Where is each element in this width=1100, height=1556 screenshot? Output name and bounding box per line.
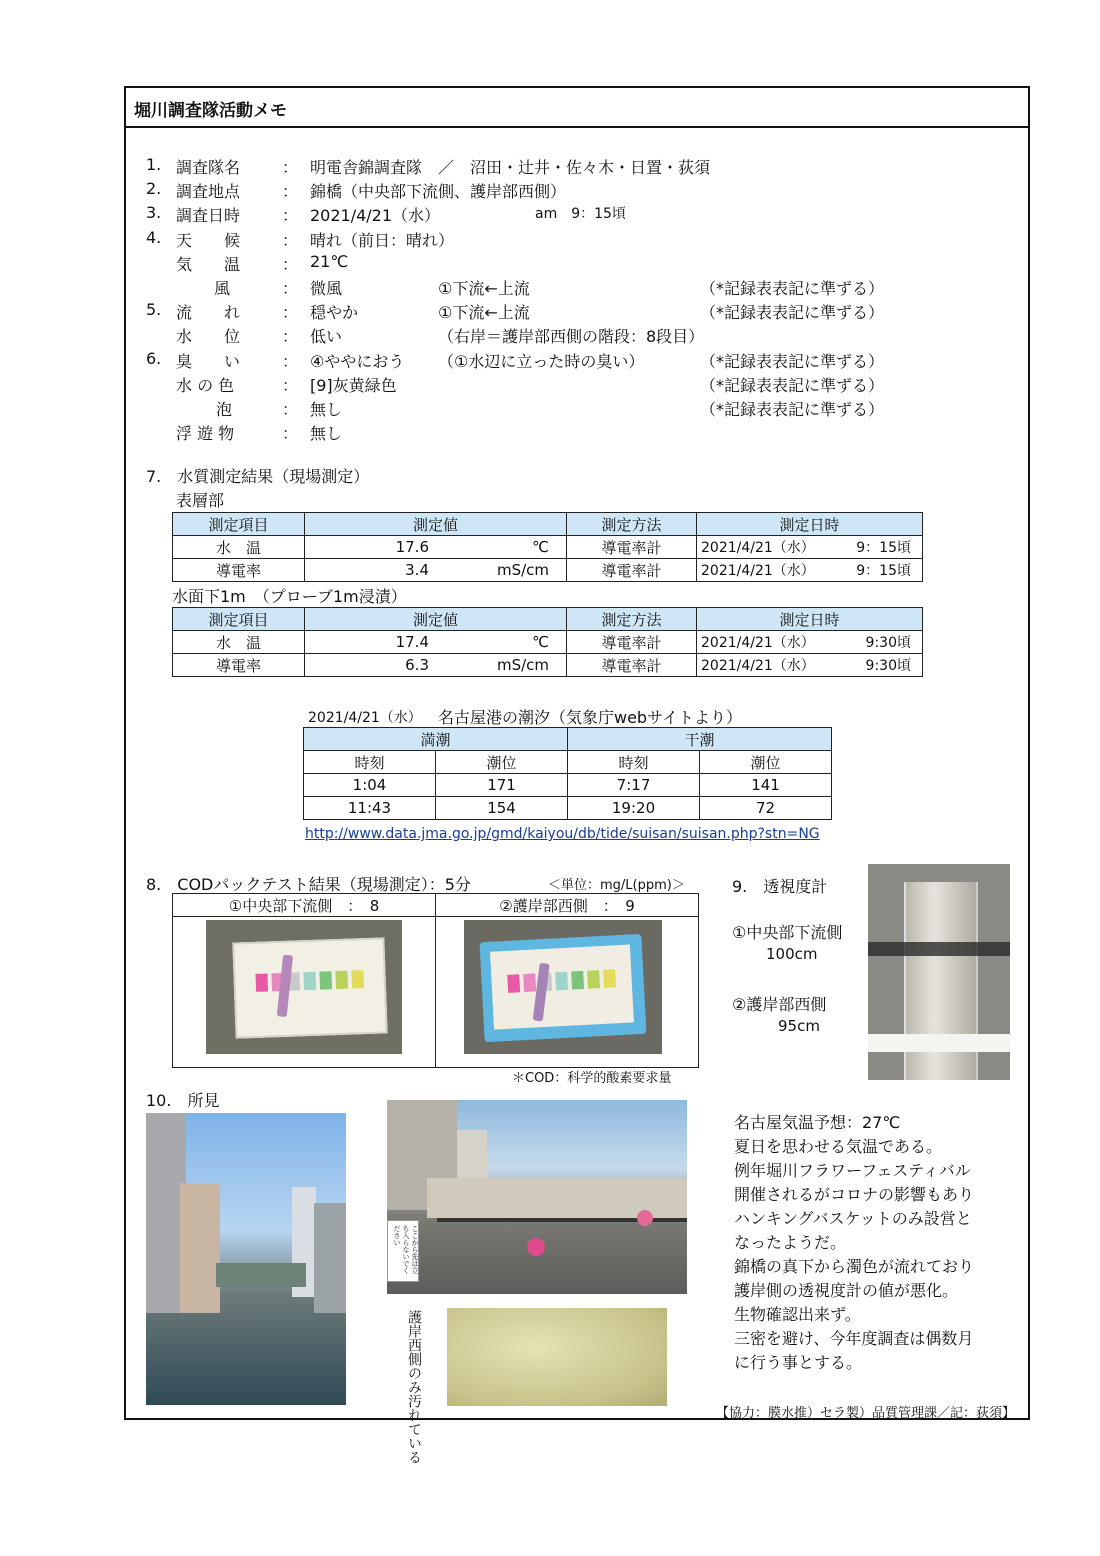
findings-line: ハンキングバスケットのみ設営と bbox=[734, 1209, 972, 1228]
table-header-row bbox=[173, 513, 923, 536]
findings-line: 三密を避け、今年度調査は偶数月 bbox=[734, 1329, 974, 1348]
pack-test-card bbox=[490, 944, 634, 1029]
color-swatch bbox=[319, 971, 332, 989]
info-detail: ①下流←上流 bbox=[438, 303, 530, 322]
cod-photo-left bbox=[206, 920, 402, 1054]
findings-line: 護岸側の透視度計の値が悪化。 bbox=[734, 1281, 959, 1300]
header-cell: 測定値 bbox=[305, 513, 567, 536]
measured-unit: mS/cm bbox=[496, 561, 549, 579]
info-value: 2021/4/21（水） bbox=[310, 206, 441, 225]
measured-unit: mS/cm bbox=[496, 656, 549, 674]
info-detail: ①下流←上流 bbox=[438, 279, 530, 298]
info-note: （*記録表表記に準ずる） bbox=[700, 279, 885, 298]
tide-cell: 171 bbox=[436, 774, 568, 797]
depth-label: 水面下1m （プローブ1m浸漬） bbox=[172, 587, 407, 606]
value-cell bbox=[305, 631, 567, 654]
info-note: （*記録表表記に準ずる） bbox=[700, 376, 885, 395]
tide-table bbox=[303, 727, 832, 820]
info-value: 無し bbox=[310, 400, 343, 419]
info-detail: （①水辺に立った時の臭い） bbox=[438, 352, 645, 371]
cod-footnote: ＊COD：科学的酸素要求量 bbox=[512, 1071, 672, 1086]
measured-time: 9：15頃 bbox=[856, 563, 911, 579]
header-cell: 測定方法 bbox=[567, 608, 697, 631]
cod-right-label: ②護岸部西側 ： 9 bbox=[436, 894, 699, 917]
info-value: ④ややにおう bbox=[310, 352, 405, 371]
tide-caption: 名古屋港の潮汐（気象庁webサイトより） bbox=[438, 708, 742, 727]
bridge-photo bbox=[387, 1100, 687, 1294]
measured-time: 9:30頃 bbox=[865, 658, 911, 674]
measured-date: 2021/4/21（水） bbox=[701, 635, 815, 651]
info-label: 水 の 色 bbox=[176, 376, 235, 395]
info-number: 5. bbox=[146, 300, 162, 319]
info-colon: ： bbox=[282, 182, 299, 201]
measured-date: 2021/4/21（水） bbox=[701, 540, 815, 556]
info-colon: ： bbox=[282, 158, 299, 177]
method-cell: 導電率計 bbox=[567, 631, 697, 654]
datetime-cell bbox=[697, 654, 923, 677]
datetime-cell bbox=[697, 559, 923, 582]
findings-heading: 10. 所見 bbox=[146, 1091, 220, 1110]
tide-row bbox=[304, 774, 832, 797]
header-cell: 測定方法 bbox=[567, 513, 697, 536]
measured-value: 17.4 bbox=[395, 633, 429, 651]
info-detail: （右岸＝護岸部西側の階段：8段目） bbox=[438, 327, 705, 346]
info-colon: ： bbox=[282, 206, 299, 225]
low-tide-header: 干潮 bbox=[568, 728, 832, 751]
info-note: （*記録表表記に準ずる） bbox=[700, 400, 885, 419]
findings-line: 夏日を思わせる気温である。 bbox=[734, 1137, 943, 1156]
sub-header-cell: 潮位 bbox=[700, 751, 832, 774]
info-value: [9]灰黄緑色 bbox=[310, 376, 397, 395]
tide-cell: 154 bbox=[436, 797, 568, 820]
color-swatch-row bbox=[255, 970, 366, 992]
info-colon: ： bbox=[282, 376, 299, 395]
datetime-cell bbox=[697, 536, 923, 559]
transparency-p1-value: 100cm bbox=[766, 945, 818, 963]
table-row bbox=[173, 631, 923, 654]
measured-unit: ℃ bbox=[532, 538, 549, 556]
distant-bridge bbox=[216, 1263, 306, 1287]
tide-caption-date: 2021/4/21（水） bbox=[308, 710, 422, 726]
info-value: 微風 bbox=[310, 279, 343, 298]
tide-row bbox=[304, 797, 832, 820]
measured-value: 6.3 bbox=[405, 656, 429, 674]
transparency-meter-photo bbox=[868, 864, 1010, 1080]
transparency-p2-value: 95cm bbox=[778, 1017, 820, 1035]
tide-cell: 7:17 bbox=[568, 774, 700, 797]
info-value: 無し bbox=[310, 424, 343, 443]
findings-line: なったようだ。 bbox=[734, 1233, 847, 1252]
info-colon: ： bbox=[282, 279, 299, 298]
info-number: 1. bbox=[146, 155, 162, 174]
transparency-heading: 9. 透視度計 bbox=[732, 877, 828, 896]
info-number: 2. bbox=[146, 179, 162, 198]
info-colon: ： bbox=[282, 231, 299, 250]
measured-time: 9：15頃 bbox=[856, 540, 911, 556]
info-label: 調査日時 bbox=[176, 206, 241, 225]
tide-source-link[interactable]: http://www.data.jma.go.jp/gmd/kaiyou/db/tide/suisan/suisan.php?stn=NG bbox=[305, 826, 820, 842]
item-cell: 導電率 bbox=[173, 559, 305, 582]
info-value: 穏やか bbox=[310, 303, 359, 322]
table-row bbox=[173, 559, 923, 582]
findings-line: 例年堀川フラワーフェスティバル bbox=[734, 1161, 971, 1180]
measured-unit: ℃ bbox=[532, 633, 549, 651]
tide-cell: 19:20 bbox=[568, 797, 700, 820]
transparency-p1-label: ①中央部下流側 bbox=[732, 923, 843, 942]
info-detail: am 9：15頃 bbox=[535, 206, 626, 222]
datetime-cell bbox=[697, 631, 923, 654]
sub-header-cell: 時刻 bbox=[304, 751, 436, 774]
info-number: 6. bbox=[146, 349, 162, 368]
transparency-p2-label: ②護岸部西側 bbox=[732, 995, 827, 1014]
color-swatch bbox=[587, 970, 600, 989]
sub-header-cell: 時刻 bbox=[568, 751, 700, 774]
memo-title: 堀川調査隊活動メモ bbox=[134, 101, 287, 121]
credit-line: 【協力：膜水推）セラ製）品質管理課／記：荻須】 bbox=[716, 1406, 1016, 1421]
measured-time: 9:30頃 bbox=[865, 635, 911, 651]
cod-unit-note: ＜単位：mg/L(ppm)＞ bbox=[548, 878, 685, 893]
table-row bbox=[173, 654, 923, 677]
color-swatch bbox=[303, 972, 316, 990]
measured-date: 2021/4/21（水） bbox=[701, 563, 815, 579]
meter-band bbox=[868, 1034, 1010, 1052]
info-number: 4. bbox=[146, 228, 162, 247]
flower-basket bbox=[637, 1210, 653, 1226]
cod-photo-right bbox=[464, 920, 662, 1054]
info-label: 気 温 bbox=[176, 255, 241, 274]
cod-left-label: ①中央部下流側 ： 8 bbox=[173, 894, 436, 917]
header-cell: 測定日時 bbox=[697, 513, 923, 536]
pack-test-tray bbox=[479, 934, 646, 1042]
method-cell: 導電率計 bbox=[567, 536, 697, 559]
test-tube bbox=[533, 963, 550, 1022]
high-tide-header: 満潮 bbox=[304, 728, 568, 751]
info-colon: ： bbox=[282, 424, 299, 443]
info-label: 天 候 bbox=[176, 231, 241, 250]
tide-cell: 1:04 bbox=[304, 774, 436, 797]
info-value: 明電舎錦調査隊 ／ 沼田・辻井・佐々木・日置・荻須 bbox=[310, 158, 711, 177]
surface-label: 表層部 bbox=[176, 491, 225, 510]
info-note: （*記録表表記に準ずる） bbox=[700, 352, 885, 371]
cod-heading: 8. CODパックテスト結果（現場測定）：5分 bbox=[146, 875, 471, 894]
color-swatch bbox=[351, 970, 364, 988]
item-cell: 導電率 bbox=[173, 654, 305, 677]
table-header-row bbox=[173, 608, 923, 631]
color-swatch bbox=[335, 971, 348, 989]
info-value: 21℃ bbox=[310, 252, 349, 271]
notice-sign-text: ここから先は立ち入らないでください bbox=[393, 1225, 419, 1274]
info-value: 錦橋（中央部下流側、護岸部西側） bbox=[310, 182, 567, 201]
info-colon: ： bbox=[282, 400, 299, 419]
notice-sign bbox=[387, 1220, 419, 1282]
color-swatch bbox=[255, 973, 268, 991]
tide-cell: 11:43 bbox=[304, 797, 436, 820]
findings-line: 生物確認出来ず。 bbox=[734, 1305, 861, 1324]
tide-cell: 72 bbox=[700, 797, 832, 820]
polluted-water-photo bbox=[447, 1308, 667, 1406]
info-label: 水 位 bbox=[176, 327, 241, 346]
title-bar bbox=[126, 88, 1028, 128]
measured-value: 3.4 bbox=[405, 561, 429, 579]
info-label: 流 れ bbox=[176, 303, 241, 322]
method-cell: 導電率計 bbox=[567, 654, 697, 677]
header-cell: 測定日時 bbox=[697, 608, 923, 631]
findings-line: 錦橋の真下から濁色が流れており bbox=[734, 1257, 975, 1276]
header-cell: 測定項目 bbox=[173, 608, 305, 631]
right-building bbox=[314, 1203, 346, 1313]
info-colon: ： bbox=[282, 255, 299, 274]
info-label: 調査隊名 bbox=[176, 158, 241, 177]
value-cell bbox=[305, 536, 567, 559]
measured-value: 17.6 bbox=[395, 538, 429, 556]
method-cell: 導電率計 bbox=[567, 559, 697, 582]
water-quality-heading: 7. 水質測定結果（現場測定） bbox=[146, 467, 370, 486]
depth-measurement-table bbox=[172, 607, 923, 677]
vertical-caption: 護岸西側のみ汚れている bbox=[406, 1310, 422, 1464]
findings-line: に行う事とする。 bbox=[734, 1353, 863, 1372]
info-number: 3. bbox=[146, 203, 162, 222]
value-cell bbox=[305, 559, 567, 582]
info-value: 晴れ（前日：晴れ） bbox=[310, 231, 455, 250]
findings-line: 開催されるがコロナの影響もあり bbox=[734, 1185, 975, 1204]
measured-date: 2021/4/21（水） bbox=[701, 658, 815, 674]
color-swatch bbox=[507, 974, 520, 993]
flower-basket bbox=[527, 1238, 545, 1256]
color-swatch-row bbox=[507, 969, 618, 993]
color-swatch bbox=[555, 972, 568, 991]
surface-measurement-table bbox=[172, 512, 923, 582]
color-swatch bbox=[603, 969, 616, 988]
header-cell: 測定値 bbox=[305, 608, 567, 631]
findings-line: 名古屋気温予想：27℃ bbox=[734, 1113, 901, 1132]
tide-cell: 141 bbox=[700, 774, 832, 797]
river-photo bbox=[146, 1113, 346, 1405]
info-label: 泡 bbox=[216, 400, 233, 419]
info-label: 浮 遊 物 bbox=[176, 424, 235, 443]
meter-clamp bbox=[868, 942, 1010, 956]
sub-header-cell: 潮位 bbox=[436, 751, 568, 774]
info-label: 調査地点 bbox=[176, 182, 241, 201]
item-cell: 水 温 bbox=[173, 536, 305, 559]
info-label: 臭 い bbox=[176, 352, 241, 371]
info-colon: ： bbox=[282, 303, 299, 322]
info-colon: ： bbox=[282, 327, 299, 346]
table-row bbox=[173, 536, 923, 559]
info-colon: ： bbox=[282, 352, 299, 371]
header-cell: 測定項目 bbox=[173, 513, 305, 536]
left-building bbox=[180, 1183, 220, 1313]
info-label: 風 bbox=[214, 279, 231, 298]
info-note: （*記録表表記に準ずる） bbox=[700, 303, 885, 322]
color-swatch bbox=[571, 971, 584, 990]
pack-test-card bbox=[232, 937, 387, 1038]
item-cell: 水 温 bbox=[173, 631, 305, 654]
color-swatch bbox=[523, 973, 536, 992]
value-cell bbox=[305, 654, 567, 677]
info-value: 低い bbox=[310, 327, 343, 346]
